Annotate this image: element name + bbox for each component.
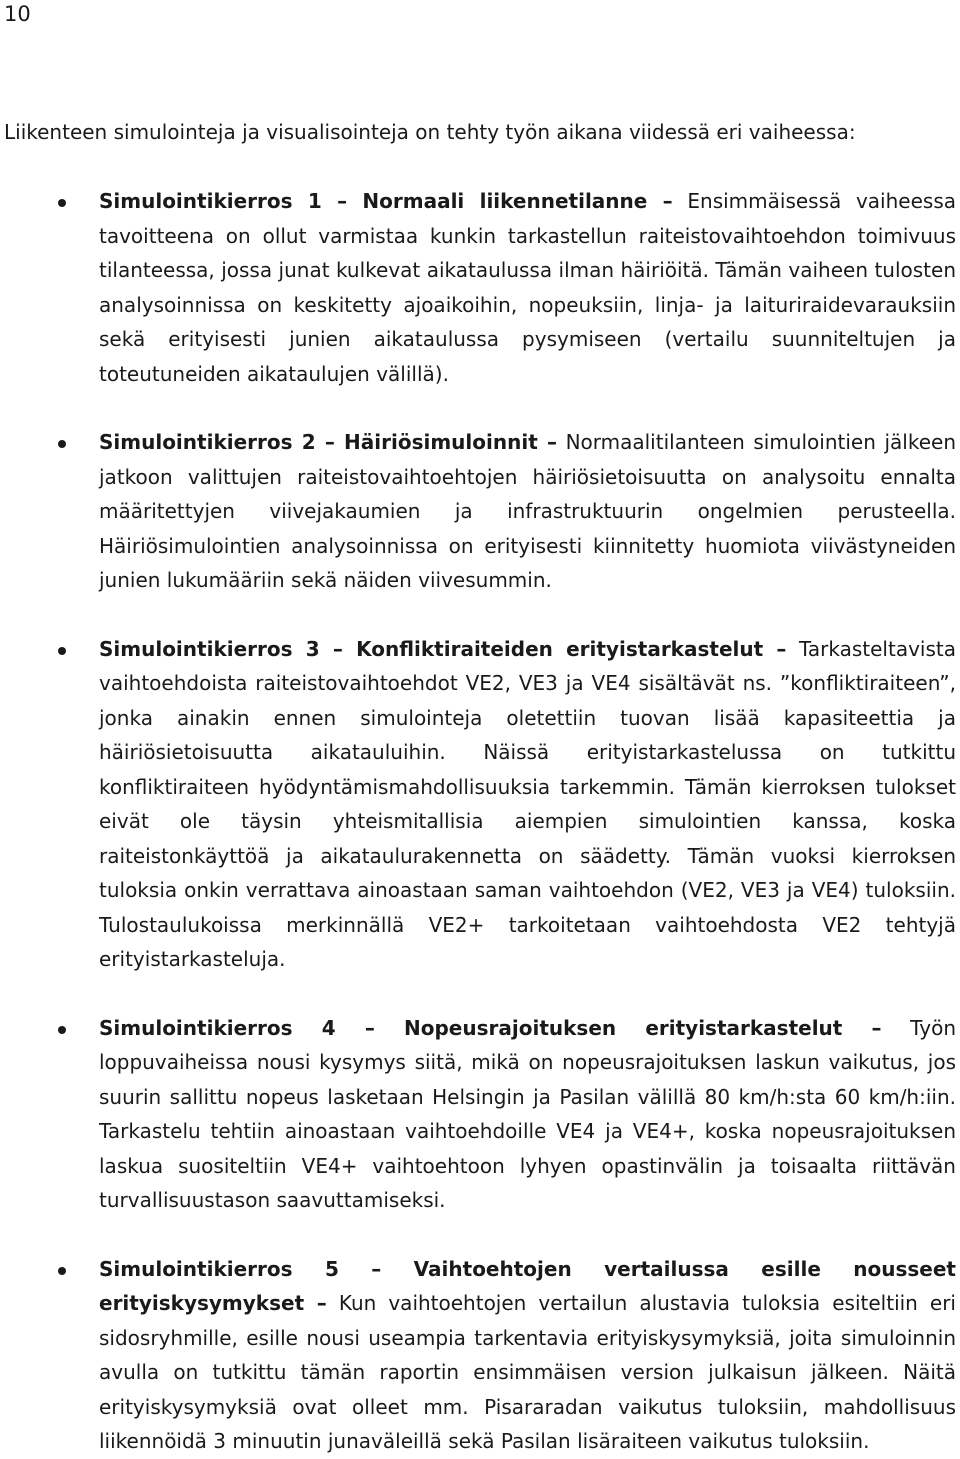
item-title: Simulointikierros 1 – Normaali liikennetilanne – bbox=[99, 189, 673, 213]
item-body: Kun vaihtoehtojen vertailun alustavia tuloksia esiteltiin eri sidosryhmille, esille nousi useampia tarkentavia erityiskysymyksiä, joita simuloinnin avulla on tutkittu tämän raportin ensimmäisen version julkaisun jälkeen. Näitä erityiskysymyksiä ovat olleet mm. Pisararadan vaikutus tuloksiin, mahdollisuus liikennöidä 3 minuutin junaväleillä sekä Pasilan lisäraiteen vaikutus tuloksiin. bbox=[99, 1291, 956, 1453]
list-item-round-1 bbox=[0, 184, 960, 391]
page-number: 10 bbox=[4, 2, 31, 26]
bullet-icon bbox=[58, 1267, 66, 1275]
item-title: Simulointikierros 4 – Nopeusrajoituksen erityistarkastelut – bbox=[99, 1015, 882, 1040]
item-body: Normaalitilanteen simulointien jälkeen jatkoon valittujen raiteistovaihtoehtojen häiriösietoisuutta on analysoitu ennalta määritettyjen viivejakaumien ja infrastruktuurin ongelmien perusteella. Häiriösimulointien analysoinnissa on erityisesti kiinnitetty huomiota viivästyneiden junien lukumääriin sekä näiden viivesummin. bbox=[99, 430, 956, 592]
simulation-rounds-list bbox=[0, 184, 960, 1459]
item-body: Tarkasteltavista vaihtoehdoista raiteistovaihtoehdot VE2, VE3 ja VE4 sisältävät ns. ”konfliktiraiteen”, jonka ainakin ennen simulointeja oletettiin tuovan lisää kapasiteettia ja häiriösietoisuutta aikatauluihin. Näissä erityistarkastelussa on tutkittu konfliktiraiteen hyödyntämismahdollisuuksia tarkemmin. Tämän kierroksen tulokset eivät ole täysin yhteismitallisia aiempien simulointien kanssa, koska raiteistonkäyttöä ja aikataulurakennetta on säädetty. Tämän vuoksi kierroksen tuloksia onkin verrattava ainoastaan saman vaihtoehdon (VE2, VE3 ja VE4) tuloksiin. Tulostaulukoissa merkinnällä VE2+ tarkoitetaan vaihtoehdosta VE2 tehtyjä erityistarkasteluja. bbox=[99, 636, 956, 971]
intro-paragraph: Liikenteen simulointeja ja visualisointeja on tehty työn aikana viidessä eri vaiheessa: bbox=[4, 120, 856, 144]
list-item-round-3 bbox=[0, 632, 960, 977]
item-title: Simulointikierros 2 – Häiriösimuloinnit – bbox=[99, 430, 557, 454]
bullet-icon bbox=[58, 647, 66, 655]
bullet-icon bbox=[58, 199, 66, 207]
list-item-round-2 bbox=[0, 425, 960, 598]
item-body: Työn loppuvaiheissa nousi kysymys siitä, mikä on nopeusrajoituksen laskun vaikutus, jos suurin sallittu nopeus lasketaan Helsingin ja Pasilan välillä 80 km/h:sta 60 km/h:iin. Tarkastelu tehtiin ainoastaan vaihtoehdoille VE4 ja VE4+, koska nopeusrajoituksen laskua suositeltiin VE4+ vaihtoehtoon lyhyen opastinvälin ja toisaalta riittävän turvallisuustason saavuttamiseksi. bbox=[99, 1015, 956, 1212]
bullet-icon bbox=[58, 440, 66, 448]
item-title: Simulointikierros 3 – Konfliktiraiteiden erityistarkastelut – bbox=[99, 636, 787, 661]
list-item-round-4 bbox=[0, 1011, 960, 1218]
list-item-round-5 bbox=[0, 1252, 960, 1459]
item-title: Simulointikierros 5 – Vaihtoehtojen vertailussa esille nousseet erityiskysymykset – bbox=[99, 1256, 956, 1315]
bullet-icon bbox=[58, 1026, 66, 1034]
item-body: Ensimmäisessä vaiheessa tavoitteena on ollut varmistaa kunkin tarkastellun raiteistovaihtoehdon toimivuus tilanteessa, jossa junat kulkevat aikataulussa ilman häiriöitä. Tämän vaiheen tulosten analysoinnissa on keskitetty ajoaikoihin, nopeuksiin, linja- ja laituriraidevarauksiin sekä erityisesti junien aikataulussa pysymiseen (vertailu suunniteltujen ja toteutuneiden aikataulujen välillä). bbox=[99, 189, 956, 386]
